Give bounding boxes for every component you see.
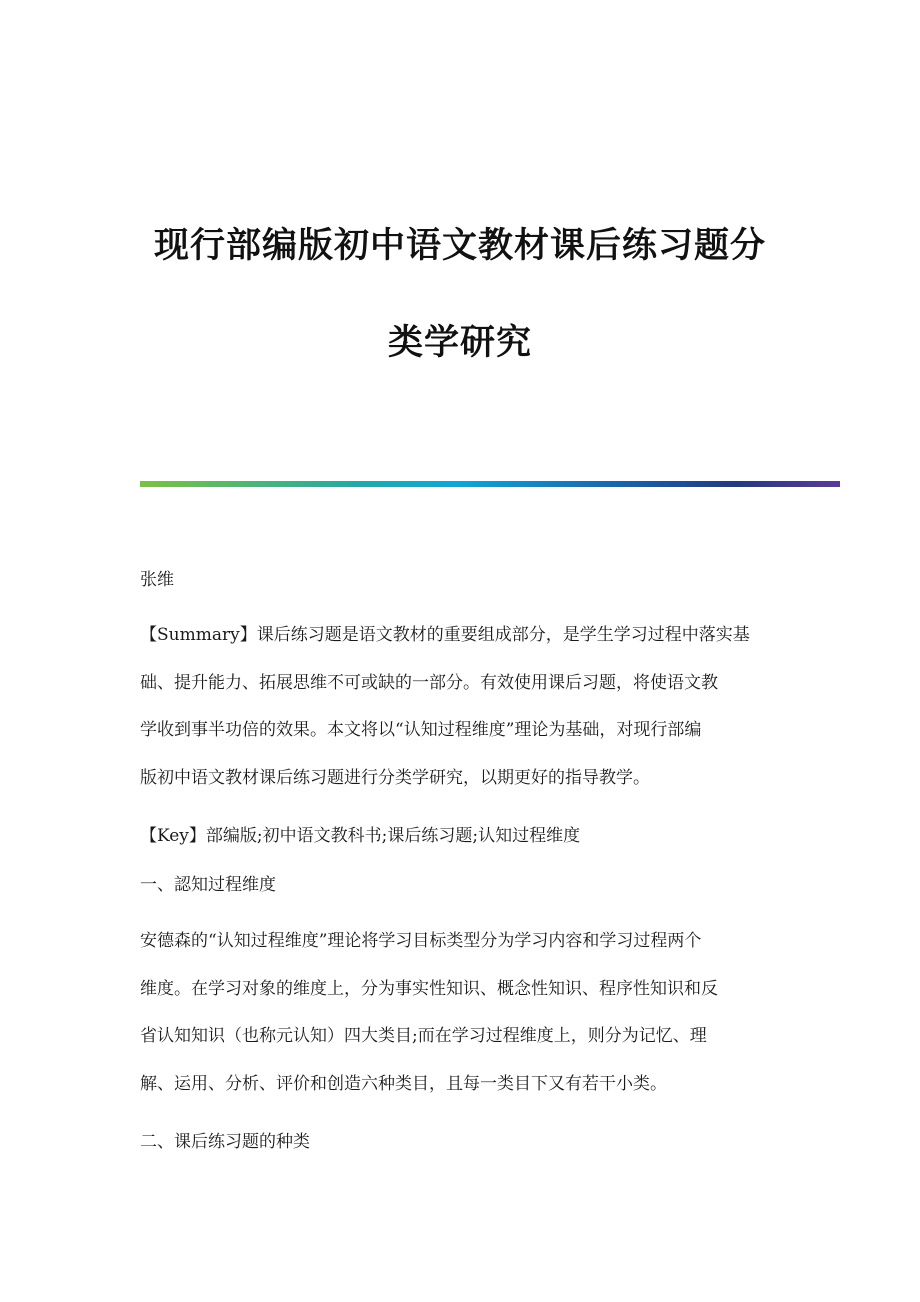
body-line: 安德森的“认知过程维度”理论将学习目标类型分为学习内容和学习过程两个	[140, 931, 702, 951]
document-title-line-1: 现行部编版初中语文教材课后练习题分	[153, 225, 766, 266]
section-1-paragraph	[140, 918, 800, 1108]
section-1-heading: 一、認知过程维度	[140, 875, 276, 895]
summary-paragraph	[140, 612, 800, 802]
title-divider	[140, 481, 840, 487]
author-name: 张维	[140, 570, 174, 590]
summary-line: 础、提升能力、拓展思维不可或缺的一部分。有效使用课后习题，将使语文教	[140, 672, 718, 693]
summary-line: 版初中语文教材课后练习题进行分类学研究，以期更好的指导教学。	[140, 767, 650, 788]
document-title-line-2: 类学研究	[387, 322, 532, 363]
body-line: 维度。在学习对象的维度上，分为事实性知识、概念性知识、程序性知识和反	[140, 978, 718, 999]
keywords-line: 【Key】部编版;初中语文教科书;课后练习题;认知过程维度	[140, 826, 581, 846]
section-2-heading: 二、课后练习题的种类	[140, 1132, 310, 1152]
summary-line: 【Summary】课后练习题是语文教材的重要组成部分，是学生学习过程中落实基	[140, 625, 750, 645]
summary-line: 学收到事半功倍的效果。本文将以“认知过程维度”理论为基础，对现行部编	[140, 720, 702, 740]
body-line: 省认知知识（也称元认知）四大类目;而在学习过程维度上，则分为记忆、理	[140, 1026, 707, 1046]
body-line: 解、运用、分析、评价和创造六种类目，且每一类目下又有若干小类。	[140, 1073, 667, 1094]
